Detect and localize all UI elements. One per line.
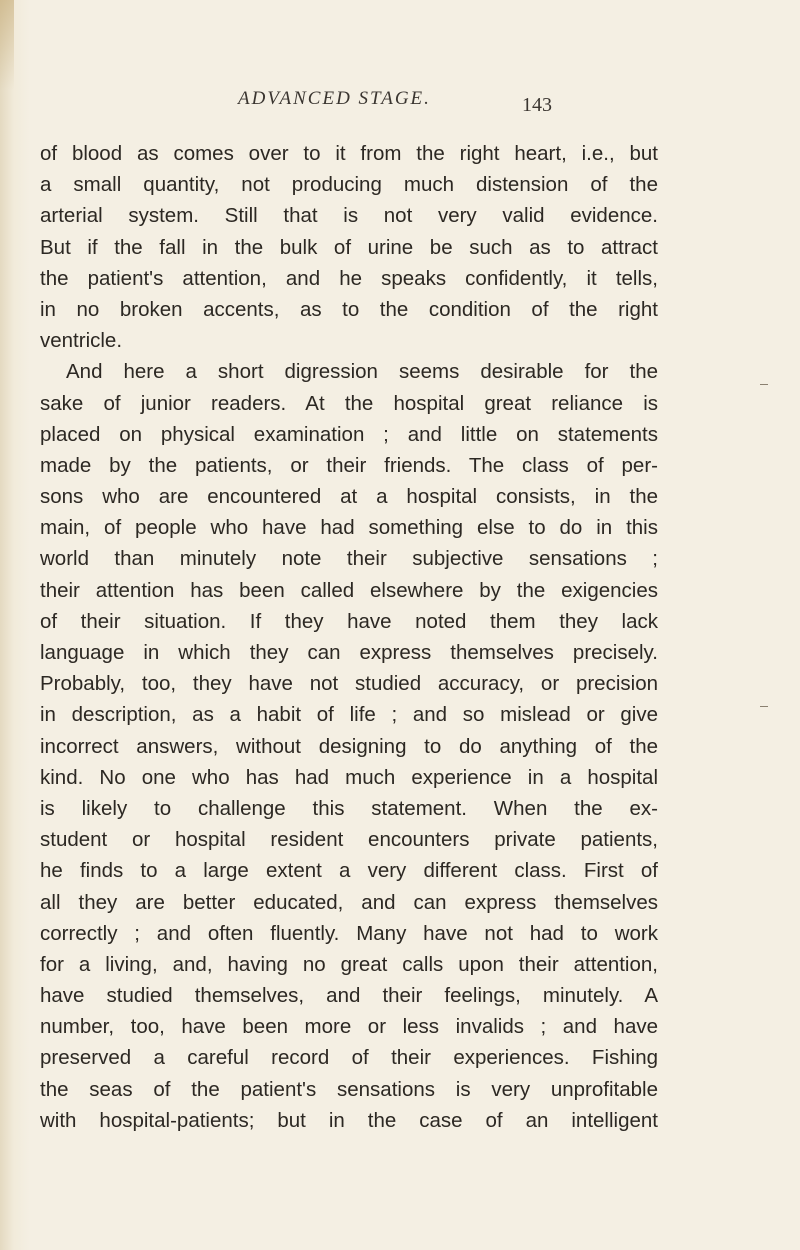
margin-tick-mark (760, 384, 768, 385)
text-line: kind. No one who has had much experience in a hospital (40, 765, 658, 789)
margin-tick-mark (760, 706, 768, 707)
text-line: But if the fall in the bulk of urine be such as to attract (40, 235, 658, 259)
text-line: main, of people who have had something else to do in this (40, 516, 658, 540)
running-head (0, 88, 800, 118)
text-line: the seas of the patient's sensations is very unprofitable (40, 1077, 658, 1101)
text-line: incorrect answers, without designing to do anything of the (40, 734, 658, 758)
text-line: the patient's attention, and he speaks confidently, it tells, (40, 266, 658, 290)
body-text (40, 138, 658, 1136)
text-line: Probably, too, they have not studied accuracy, or precision (40, 672, 658, 696)
text-line: number, too, have been more or less invalids ; and have (40, 1015, 658, 1039)
text-line: in description, as a habit of life ; and so mislead or give (40, 703, 658, 727)
text-line: sons who are encountered at a hospital consists, in the (40, 485, 658, 509)
running-title: ADVANCED STAGE. (238, 88, 431, 109)
text-line: preserved a careful record of their experiences. Fishing (40, 1046, 658, 1070)
text-line: is likely to challenge this statement. When the ex- (40, 796, 658, 820)
text-line: he finds to a large extent a very different class. First of (40, 859, 658, 883)
text-line: with hospital-patients; but in the case of an intelligent (40, 1108, 658, 1132)
page-edge-stain (0, 0, 14, 90)
page-number: 143 (522, 94, 552, 116)
text-line: a small quantity, not producing much distension of the (40, 173, 658, 197)
text-line: correctly ; and often fluently. Many have not had to work (40, 921, 658, 945)
text-line: made by the patients, or their friends. The class of per- (40, 453, 658, 477)
text-line: all they are better educated, and can express themselves (40, 890, 658, 914)
text-line: And here a short digression seems desirable for the (66, 360, 658, 384)
text-line: their attention has been called elsewhere by the exigencies (40, 578, 658, 602)
text-line: ventricle. (40, 329, 123, 353)
text-line: language in which they can express themselves precisely. (40, 641, 658, 664)
text-line: of blood as comes over to it from the right heart, i.e., but (40, 142, 658, 165)
text-line: in no broken accents, as to the condition of the right (40, 297, 658, 321)
text-line: student or hospital resident encounters private patients, (40, 828, 658, 852)
text-line: of their situation. If they have noted them they lack (40, 609, 658, 633)
text-line: sake of junior readers. At the hospital great reliance is (40, 391, 658, 415)
text-line: for a living, and, having no great calls upon their attention, (40, 952, 658, 976)
text-line: have studied themselves, and their feelings, minutely. A (40, 984, 658, 1008)
text-line: placed on physical examination ; and little on statements (40, 422, 658, 446)
text-line: world than minutely note their subjective sensations ; (40, 547, 658, 571)
text-line: arterial system. Still that is not very valid evidence. (40, 204, 658, 228)
